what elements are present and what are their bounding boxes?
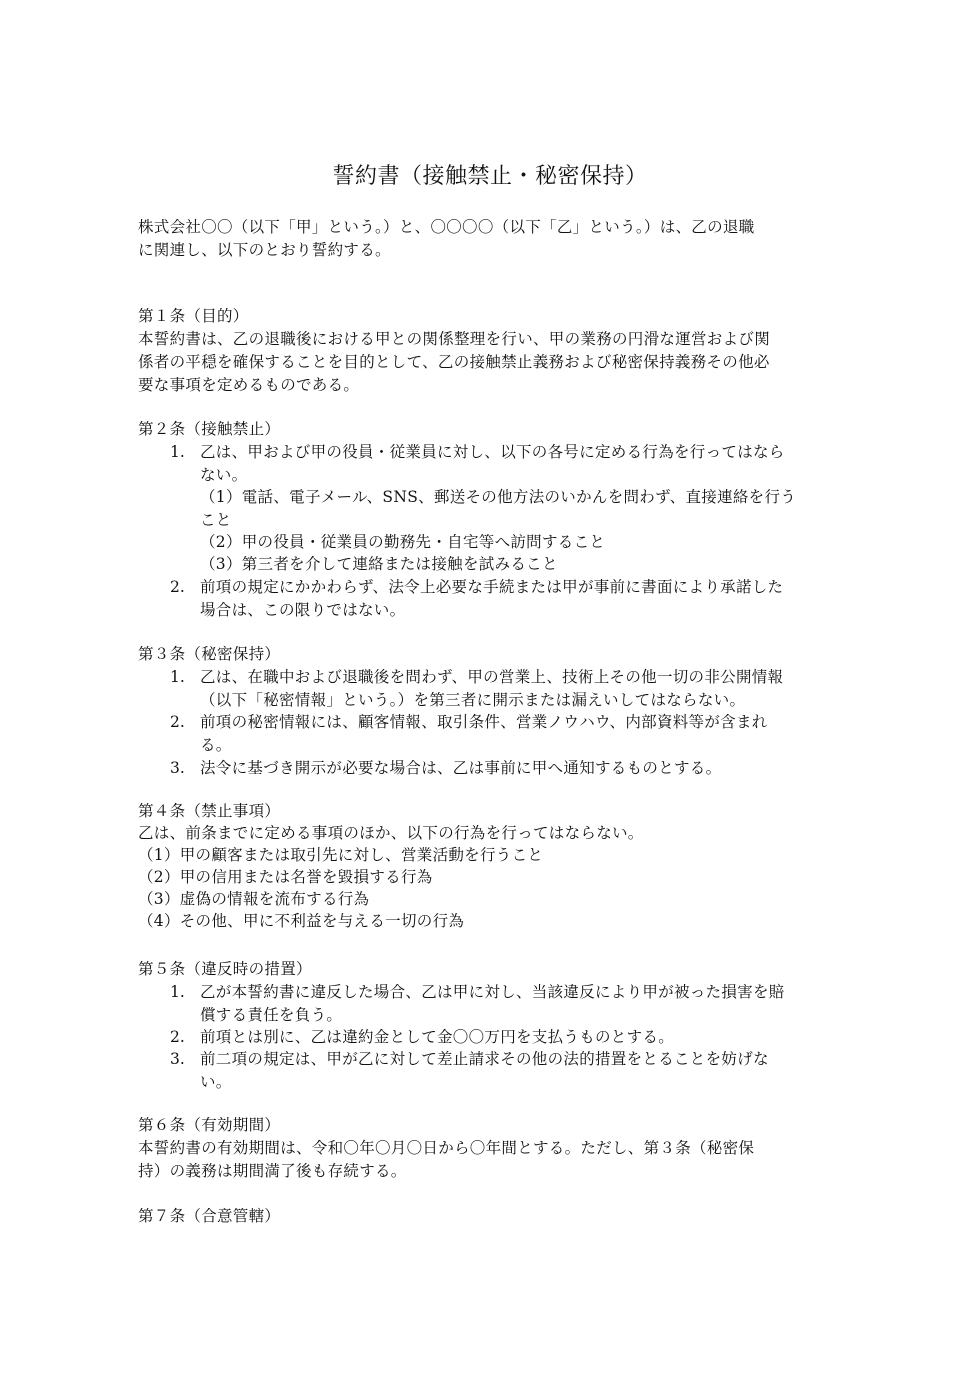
article-1-body: 要な事項を定めるものである。	[138, 376, 360, 394]
article-2-item-1: （1）電話、電子メール、SNS、郵送その他方法のいかんを問わず、直接連絡を行う	[200, 488, 797, 506]
article-5-paragraph-1: 乙が本誓約書に違反した場合、乙は甲に対し、当該違反により甲が被った損害を賠	[200, 983, 785, 1001]
article-5-paragraph-2: 前項とは別に、乙は違約金として金〇〇万円を支払うものとする。	[200, 1028, 675, 1046]
article-3-paragraph-2: る。	[200, 736, 232, 754]
paragraph-number: 2.	[170, 1028, 185, 1046]
article-7-heading: 第７条（合意管轄）	[138, 1207, 281, 1225]
article-2-paragraph-2: 前項の規定にかかわらず、法令上必要な手続または甲が事前に書面により承諾した	[200, 578, 784, 596]
article-2-item-3: （3）第三者を介して連絡または接触を試みること	[200, 555, 558, 573]
paragraph-number: 1.	[170, 983, 185, 1001]
article-4-item: （1）甲の顧客または取引先に対し、営業活動を行うこと	[138, 846, 544, 864]
article-5-paragraph-1: 償する責任を負う。	[200, 1006, 343, 1024]
article-4-intro: 乙は、前条までに定める事項のほか、以下の行為を行ってはならない。	[138, 824, 644, 842]
paragraph-number: 1.	[170, 443, 185, 461]
article-3-paragraph-3: 法令に基づき開示が必要な場合は、乙は事前に甲へ通知するものとする。	[200, 759, 722, 777]
article-1-body: 本誓約書は、乙の退職後における甲との関係整理を行い、甲の業務の円滑な運営および関	[138, 330, 771, 348]
article-2-item-1: こと	[200, 511, 232, 529]
article-4-item: （3）虚偽の情報を流布する行為	[138, 890, 370, 908]
article-2-paragraph-1: 乙は、甲および甲の役員・従業員に対し、以下の各号に定める行為を行ってはなら	[200, 443, 785, 461]
article-5-paragraph-3: 前二項の規定は、甲が乙に対して差止請求その他の法的措置をとることを妨げな	[200, 1050, 769, 1068]
article-1-heading: 第１条（目的）	[138, 307, 249, 325]
article-2-item-2: （2）甲の役員・従業員の勤務先・自宅等へ訪問すること	[200, 533, 606, 551]
article-2-paragraph-1: ない。	[200, 466, 248, 484]
article-6-body: 持）の義務は期間満了後も存続する。	[138, 1162, 407, 1180]
preamble-line: に関連し、以下のとおり誓約する。	[138, 241, 391, 259]
article-4-item: （4）その他、甲に不利益を与える一切の行為	[138, 912, 465, 930]
article-3-paragraph-1: 乙は、在職中および退職後を問わず、甲の営業上、技術上その他一切の非公開情報	[200, 668, 784, 686]
article-5-paragraph-3: い。	[200, 1073, 232, 1091]
article-6-heading: 第６条（有効期間）	[138, 1116, 281, 1134]
document-title: 誓約書（接触禁止・秘密保持）	[332, 164, 648, 189]
article-3-paragraph-1: （以下「秘密情報」という。）を第三者に開示または漏えいしてはならない。	[200, 691, 746, 709]
paragraph-number: 2.	[170, 578, 185, 596]
paragraph-number: 2.	[170, 713, 185, 731]
paragraph-number: 1.	[170, 668, 185, 686]
article-5-heading: 第５条（違反時の措置）	[138, 960, 312, 978]
preamble-line: 株式会社〇〇（以下「甲」という。）と、〇〇〇〇（以下「乙」という。）は、乙の退職	[138, 218, 755, 236]
article-1-body: 係者の平穏を確保することを目的として、乙の接触禁止義務および秘密保持義務その他必	[138, 353, 770, 371]
paragraph-number: 3.	[170, 759, 185, 777]
article-6-body: 本誓約書の有効期間は、令和〇年〇月〇日から〇年間とする。ただし、第３条（秘密保	[138, 1139, 755, 1157]
article-4-item: （2）甲の信用または名誉を毀損する行為	[138, 868, 433, 886]
article-2-paragraph-2: 場合は、この限りではない。	[200, 601, 406, 619]
paragraph-number: 3.	[170, 1050, 185, 1068]
article-3-paragraph-2: 前項の秘密情報には、顧客情報、取引条件、営業ノウハウ、内部資料等が含まれ	[200, 713, 768, 731]
article-3-heading: 第３条（秘密保持）	[138, 645, 281, 663]
article-2-heading: 第２条（接触禁止）	[138, 420, 281, 438]
article-4-heading: 第４条（禁止事項）	[138, 802, 281, 820]
